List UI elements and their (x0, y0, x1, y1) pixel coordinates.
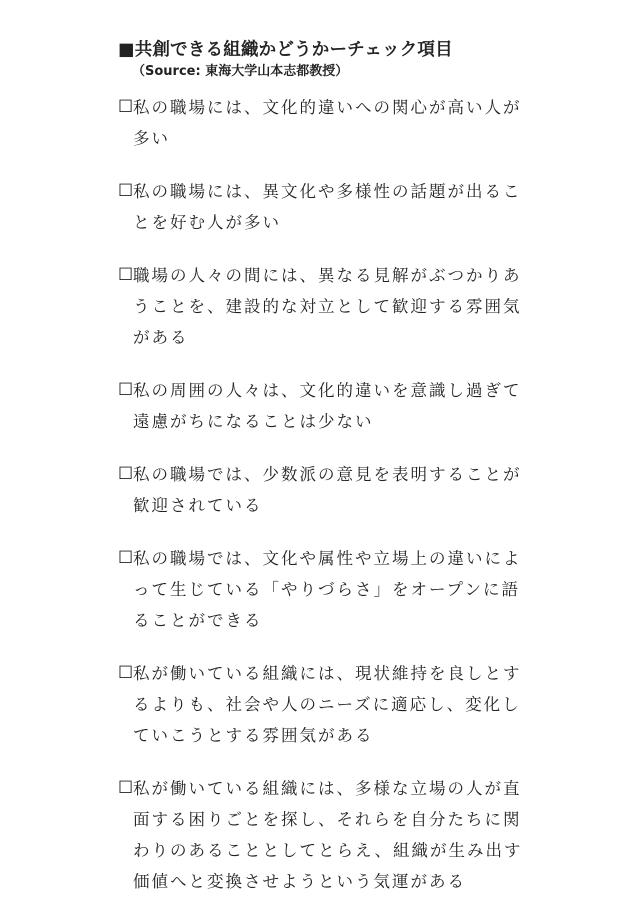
checklist-item (118, 543, 588, 636)
checklist-item-text: 私の周囲の人々は、文化的違いを意識し過ぎて遠慮がちになることは少ない (133, 381, 522, 431)
title-text: 共創できる組織かどうかーチェック項目 (134, 40, 453, 60)
checklist-item-text: 私が働いている組織には、現状維持を良しとするよりも、社会や人のニーズに適応し、変化していこうとする雰囲気がある (133, 664, 522, 745)
item-spacer (118, 353, 588, 375)
checklist-item (118, 459, 588, 521)
checkbox-icon[interactable]: ☐ (118, 663, 134, 683)
item-spacer (118, 751, 588, 773)
checklist-item-text: 職場の人々の間には、異なる見解がぶつかりあうことを、建設的な対立として歓迎する雰囲気がある (133, 266, 522, 347)
checklist-item (118, 176, 588, 238)
checklist-item-text: 私の職場では、文化や属性や立場上の違いによって生じている「やりづらさ」をオープンに語ることができる (133, 549, 522, 630)
item-spacer (118, 636, 588, 658)
checkbox-icon[interactable]: ☐ (118, 778, 134, 798)
checklist-item (118, 658, 588, 751)
item-spacer (118, 154, 588, 176)
header (118, 38, 588, 82)
checklist-item (118, 260, 588, 353)
checklist-item-text: 私の職場には、文化的違いへの関心が高い人が多い (133, 98, 522, 148)
checkbox-icon[interactable]: ☐ (118, 548, 134, 568)
checklist-item (118, 375, 588, 437)
checkbox-icon[interactable]: ☐ (118, 265, 134, 285)
item-spacer (118, 238, 588, 260)
checklist-item (118, 773, 588, 897)
item-spacer (118, 521, 588, 543)
checklist-item-text: 私の職場には、異文化や多様性の話題が出ることを好む人が多い (133, 182, 522, 232)
checkbox-icon[interactable]: ☐ (118, 464, 134, 484)
checklist-item (118, 92, 588, 154)
page-title (118, 38, 588, 62)
item-spacer (118, 437, 588, 459)
checkbox-icon[interactable]: ☐ (118, 380, 134, 400)
checklist-item-text: 私が働いている組織には、多様な立場の人が直面する困りごとを探し、それらを自分たちに関わりのあることとしてとらえ、組織が生み出す価値へと変換させようという気運がある (133, 779, 523, 891)
source-line: （Source: 東海大学山本志都教授） (132, 64, 349, 79)
checkbox-icon[interactable]: ☐ (118, 97, 134, 117)
square-bullet-icon: ■ (118, 40, 135, 60)
checklist-item-text: 私の職場では、少数派の意見を表明することが歓迎されている (133, 465, 522, 515)
checkbox-icon[interactable]: ☐ (118, 181, 134, 201)
checklist (118, 92, 588, 897)
